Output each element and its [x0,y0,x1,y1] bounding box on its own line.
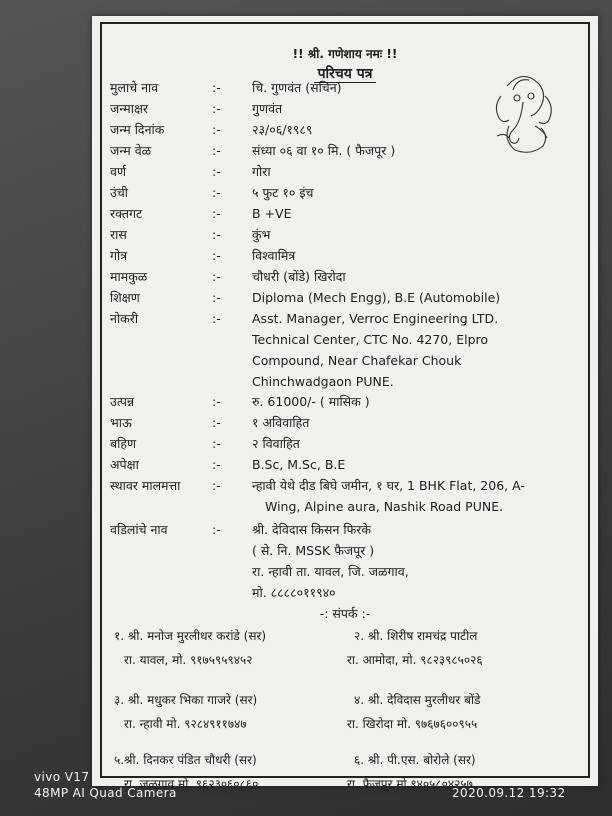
father-detail-line: रा. न्हावी ता. यावल, जि. जळगाव, [252,564,409,579]
field-separator: :- [212,311,221,326]
ganesha-sketch-icon [487,66,559,156]
job-address-line: Compound, Near Chafekar Chouk [252,353,462,368]
father-detail-line: श्री. देविदास किसन फिरके [252,522,371,537]
field-label: स्थावर मालमत्ता [110,478,181,493]
field-separator: :- [212,394,221,409]
field-label: जन्म वेळ [110,143,152,158]
field-value: २३/०६/१९८९ [252,122,313,137]
field-separator: :- [212,248,221,263]
field-separator: :- [212,227,221,242]
field-label: मामकुळ [110,269,148,284]
field-value: B.Sc, M.Sc, B.E [252,457,346,472]
field-separator: :- [212,185,221,200]
field-value: गोरा [252,164,271,179]
field-label: बहिण [110,436,137,451]
field-separator: :- [212,415,221,430]
field-separator: :- [212,457,221,472]
contact-info: रा. जळगाव मो. ९६२३०६०८६० [124,777,259,791]
field-label: वर्ण [110,164,126,179]
father-detail-line: मो. ८८८८०११९४० [252,585,336,600]
contact-name: ६. श्री. पी.एस. बोरोले (सर) [354,753,476,767]
field-value: चौधरी (बोंडे) खिरोदा [252,269,346,284]
property-line: Wing, Alpine aura, Nashik Road PUNE. [265,499,504,514]
camera-model-label: vivo V17 [34,770,90,784]
field-value: संध्या ०६ वा १० मि. ( फैजपूर ) [252,143,396,158]
field-separator: :- [212,269,221,284]
job-address-line: Technical Center, CTC No. 4270, Elpro [252,332,489,347]
field-value: चि. गुणवंत (सचिन) [252,80,342,95]
field-separator: :- [212,522,221,537]
job-address-line: Chinchwadgaon PUNE. [252,374,394,389]
field-separator: :- [212,143,221,158]
contact-info: रा. फैजपूर मो.९४०५८०४२५७ [347,777,473,791]
field-label: भाऊ [110,415,132,430]
field-label: उंची [110,185,129,200]
field-value: रु. 61000/- ( मासिक ) [252,394,370,409]
father-detail-line: ( से. नि. MSSK फैजपूर ) [252,543,375,558]
field-label: रक्तगट [110,206,143,221]
field-value: Asst. Manager, Verroc Engineering LTD. [252,311,499,326]
field-separator: :- [212,101,221,116]
father-label: वडिलांचे नाव [110,522,168,537]
field-label: उत्पन्न [110,394,135,409]
page-title: परिचय पत्र [92,66,598,82]
contact-info: रा. न्हावी मो. ९२८४९११७४७ [124,717,247,731]
contact-name: ३. श्री. मधुकर भिका गाजरे (सर) [114,693,258,707]
contact-info: रा. खिरोदा मो. ९७६७६००९५५ [347,717,478,731]
field-label: नोकरी [110,311,139,326]
field-label: जन्माक्षर [110,101,149,116]
contact-info: रा. यावल, मो. ९१७५९५९४५२ [124,653,253,667]
biodata-page [92,16,598,791]
field-value: Diploma (Mech Engg), B.E (Automobile) [252,290,501,305]
invocation-header: !! श्री. गणेशाय नमः !! [292,47,398,61]
field-label: अपेक्षा [110,457,139,472]
field-separator: :- [212,206,221,221]
field-separator: :- [212,80,221,95]
contact-heading: -: संपर्क :- [319,606,371,621]
contact-info: रा. आमोदा, मो. ९८२३९८५०२६ [347,653,483,667]
contact-name: ४. श्री. देविदास मुरलीधर बोंडे [354,693,481,707]
field-value: B +VE [252,206,292,221]
field-separator: :- [212,290,221,305]
field-label: रास [110,227,127,242]
photo-timestamp: 2020.09.12 19:32 [452,786,566,800]
field-value: १ अविवाहित [252,415,310,430]
field-value: न्हावी येथे दीड बिघे जमीन, १ घर, 1 BHK Flat, 206, A- [252,478,525,493]
contact-name: ५.श्री. दिनकर पंडित चौधरी (सर) [114,753,257,767]
camera-spec-label: 48MP AI Quad Camera [34,786,177,800]
field-label: शिक्षण [110,290,140,305]
field-value: विश्वामित्र [252,248,296,263]
field-separator: :- [212,164,221,179]
field-separator: :- [212,478,221,493]
field-value: २ विवाहित [252,436,300,451]
field-label: मुलाचे नाव [110,80,159,95]
contact-name: २. श्री. शिरीष रामचंद्र पाटील [354,629,478,643]
field-value: कुंभ [252,227,271,242]
contact-name: १. श्री. मनोज मुरलीधर करांडे (सर) [114,629,267,643]
field-label: जन्म दिनांक [110,122,165,137]
field-value: ५ फुट १० इंच [252,185,314,200]
field-value: गुणवंत [252,101,283,116]
field-separator: :- [212,436,221,451]
field-label: गोत्र [110,248,128,263]
field-separator: :- [212,122,221,137]
